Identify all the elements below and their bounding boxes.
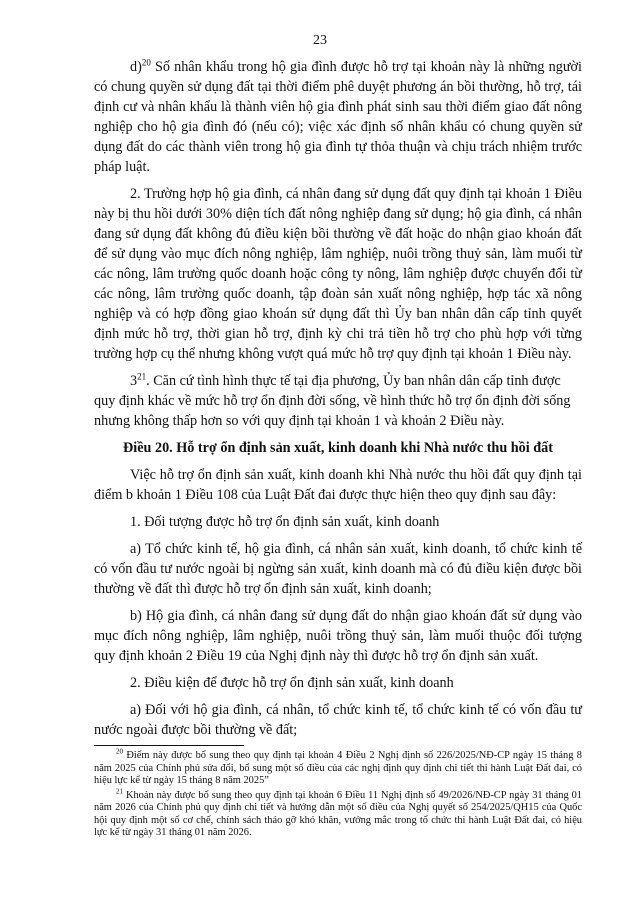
footnote-21-marker: 21: [116, 787, 123, 796]
footnote-21: [94, 787, 582, 840]
footnote-ref-20[interactable]: 20: [141, 57, 151, 68]
clause-2-point-a: a) Đối với hộ gia đình, cá nhân, tổ chức kinh tế, tổ chức kinh tế có vốn đầu tư nước ngoài được bồi thường về đất;: [94, 702, 582, 738]
footnote-20: [94, 747, 582, 788]
footnote-20-text: Điểm này được bổ sung theo quy định tại khoản 4 Điều 2 Nghị định số 226/2025/NĐ-CP ngày 15 tháng 8 năm 2025 của Chính phủ sửa đổi, bổ sung một số điều của các nghị định quy định chi tiết thi hành Luật Đất đai, có hiệu lực kể từ ngày 15 tháng 8 năm 2025”: [94, 750, 582, 786]
paragraph-point-d-prefix: d): [130, 59, 142, 75]
paragraph-clause-3: [94, 371, 582, 431]
article-20-heading: Điều 20. Hỗ trợ ổn định sản xuất, kinh doanh khi Nhà nước thu hồi đất: [123, 440, 553, 456]
clause-3-text: . Căn cứ tình hình thực tế tại địa phương, Ủy ban nhân dân cấp tỉnh được quy định khác về mức hỗ trợ ổn định đời sống, về hình thức hỗ trợ ổn định đời sống nhưng không thấp hơn so với quy định tại khoản 1 và khoản 2 Điều này.: [94, 373, 571, 429]
footnote-ref-21[interactable]: 21: [137, 371, 147, 382]
paragraph-point-d-text: Số nhân khẩu trong hộ gia đình được hỗ trợ tại khoản này là những người có chung quyền sử dụng đất tại thời điểm phê duyệt phương án bồi thường, hỗ trợ, tái định cư và nhân khẩu là thành viên hộ gia đình phát sinh sau thời điểm giao đất nông nghiệp cho hộ gia đình đó (nếu có); việc xác định số nhân khẩu có chung quyền sử dụng đất do các thành viên trong hộ gia đình tự thỏa thuận và chịu trách nhiệm trước pháp luật.: [94, 59, 582, 175]
clause-1-point-b: b) Hộ gia đình, cá nhân đang sử dụng đất do nhận giao khoán đất sử dụng vào mục đích nông nghiệp, lâm nghiệp, nuôi trồng thuỷ sản, làm muối thuộc đối tượng quy định khoản 2 Điều 19 của Nghị định này thì được hỗ trợ ổn định sản xuất.: [94, 608, 582, 664]
paragraph-point-d: [94, 57, 582, 177]
clause-3-number: 3: [130, 373, 138, 389]
body-text: [94, 57, 582, 747]
footnote-20-marker: 20: [116, 747, 123, 756]
clause-2-heading: 2. Điều kiện để được hỗ trợ ổn định sản xuất, kinh doanh: [130, 675, 454, 691]
paragraph-clause-2: 2. Trường hợp hộ gia đình, cá nhân đang sử dụng đất quy định tại khoản 1 Điều này bị thu hồi dưới 30% diện tích đất nông nghiệp đang sử dụng; hộ gia đình, cá nhân đang sử dụng đất không đủ điều kiện bồi thường về đất hoặc do nhận giao khoán đất để sử dụng vào mục đích nông nghiệp, lâm nghiệp, nuôi trồng thuỷ sản, làm muối từ các nông, lâm trường quốc doanh hoặc công ty nông, lâm nghiệp được chuyển đổi từ các nông, lâm trường quốc doanh, tập đoàn sản xuất nông nghiệp, hợp tác xã nông nghiệp và có hợp đồng giao khoán sử dụng đất thì Ủy ban nhân dân cấp tỉnh quyết định mức hỗ trợ, thời gian hỗ trợ, định kỳ chi trả tiền hỗ trợ cho phù hợp với từng trường hợp cụ thể nhưng không vượt quá mức hỗ trợ quy định tại khoản 1 Điều này.: [94, 186, 582, 362]
page-number: 23: [313, 33, 327, 48]
clause-1-point-a: a) Tổ chức kinh tế, hộ gia đình, cá nhân sản xuất, kinh doanh, tổ chức kinh tế có vốn đầu tư nước ngoài bị ngừng sản xuất, kinh doanh mà có đủ điều kiện được bồi thường về đất thì được hỗ trợ ổn định sản xuất, kinh doanh;: [94, 541, 582, 597]
article-20-intro: Việc hỗ trợ ổn định sản xuất, kinh doanh khi Nhà nước thu hồi đất quy định tại điểm b khoản 1 Điều 108 của Luật Đất đai được thực hiện theo quy định sau đây:: [94, 467, 582, 503]
footnote-21-text: Khoản này được bổ sung theo quy định tại khoản 6 Điều 11 Nghị định số 49/2026/NĐ-CP ngày 31 tháng 01 năm 2026 của Chính phủ quy định chi tiết và hướng dẫn một số điều của Nghị quyết số 254/2025/QH15 của Quốc hội quy định một số cơ chế, chính sách tháo gỡ khó khăn, vướng mắc trong tổ chức thi hành Luật Đất đai, có hiệu lực kể từ ngày 31 tháng 01 năm 2026.: [94, 789, 582, 838]
footnotes: [94, 747, 582, 842]
footnote-divider: [94, 745, 244, 746]
clause-1-heading: 1. Đối tượng được hỗ trợ ổn định sản xuất, kinh doanh: [130, 514, 440, 530]
